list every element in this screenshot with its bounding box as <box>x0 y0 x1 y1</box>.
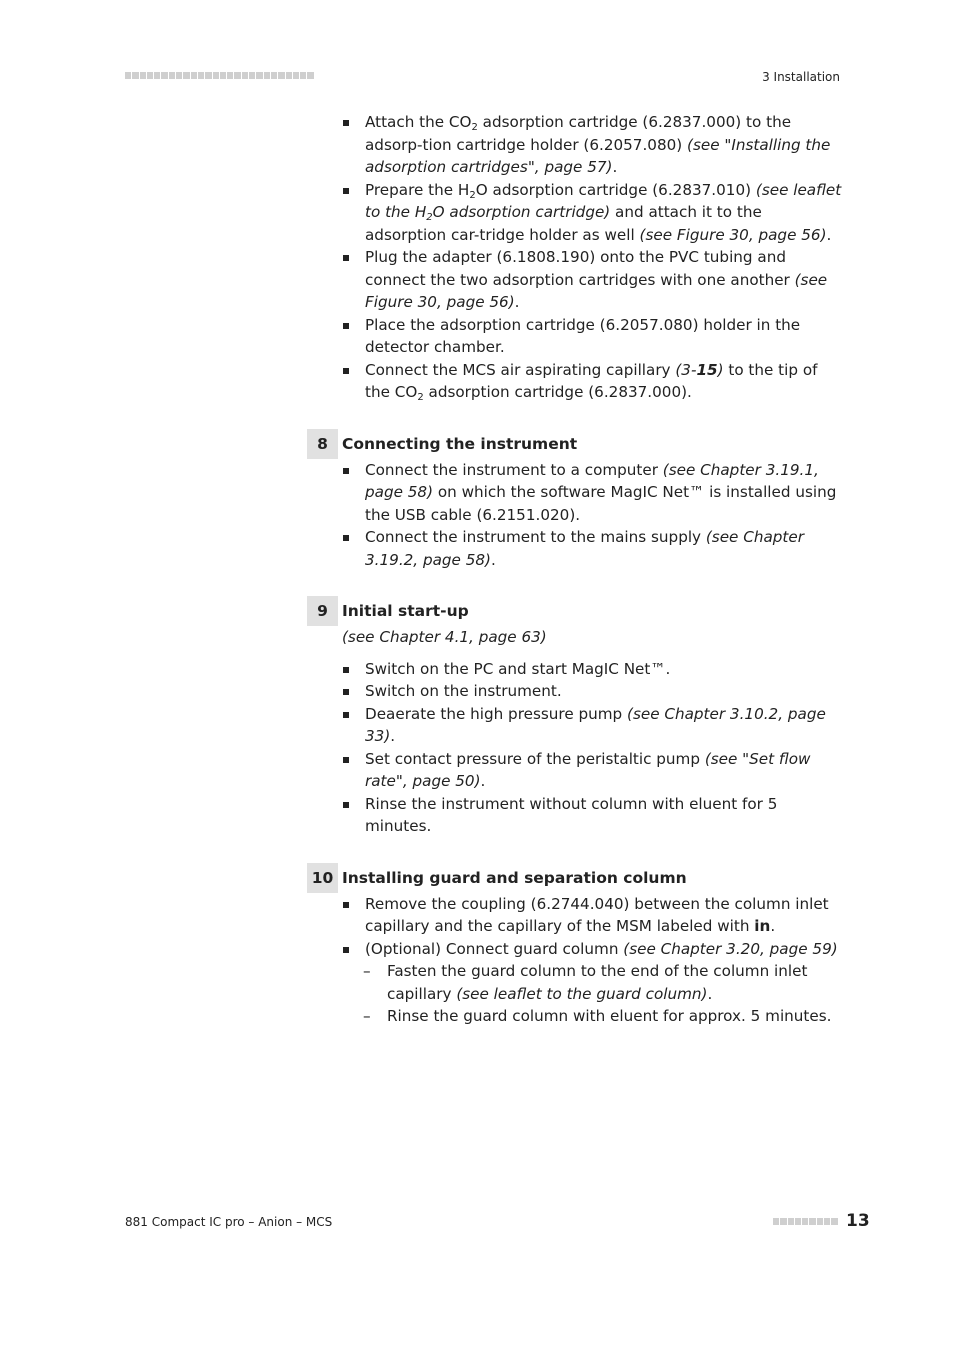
figure-reference-link[interactable]: (3-15) <box>675 360 724 379</box>
step-title: Installing guard and separation column <box>342 868 687 887</box>
cross-reference-link[interactable]: (see "Set flow rate", page 50) <box>365 749 811 790</box>
list-item: Connect the instrument to a computer (see Chapter 3.19.1, page 58) on which the software MagIC Net™ is installed using the USB cable (6.2151.020). <box>342 459 842 527</box>
step-title: Initial start-up <box>342 602 469 620</box>
list-item: Connect the instrument to the mains supply (see Chapter 3.19.2, page 58). <box>342 526 842 571</box>
cross-reference-link[interactable]: (see Chapter 4.1, page 63) <box>342 628 547 646</box>
sub-list-item: – Fasten the guard column to the end of the column inlet capillary (see leaflet to the guard column). <box>342 960 842 1005</box>
cross-reference-link[interactable]: (see Chapter 3.20, page 59) <box>623 939 838 958</box>
cross-reference-link[interactable]: (see Chapter 3.19.2, page 58) <box>365 528 804 569</box>
footer-decoration <box>773 1218 838 1225</box>
list-item: Rinse the instrument without column with eluent for 5 minutes. <box>342 793 842 838</box>
list-item: Remove the coupling (6.2744.040) between the column inlet capillary and the capillary of the MSM labeled with in. <box>342 893 842 938</box>
page-number: 13 <box>846 1211 870 1231</box>
list-item: Switch on the instrument. <box>342 680 842 703</box>
list-item: Switch on the PC and start MagIC Net™. <box>342 658 842 681</box>
step-number: 9 <box>307 596 338 626</box>
step-number: 10 <box>307 863 338 893</box>
list-item: Prepare the $H_2O$ adsorption cartridge (6.2837.010) (see leaflet to the $H_2O$ adsorption cartridge) and attach it to the adsorption car-tridge holder as well (see Figure 30, page 56). <box>342 179 842 247</box>
footer-title: 881 Compact IC pro – Anion – MCS <box>125 1215 333 1229</box>
cross-reference-link[interactable]: (see Chapter 3.10.2, page 33) <box>365 704 826 745</box>
cross-reference-link[interactable]: (see "Installing the adsorption cartridges", page 57) <box>365 135 831 176</box>
list-item: (Optional) Connect guard column (see Chapter 3.20, page 59) <box>342 938 842 961</box>
step-8 <box>317 432 842 572</box>
list-item: Plug the adapter (6.1808.190) onto the PVC tubing and connect the two adsorption cartridges with one another (see Figure 30, page 56). <box>342 246 842 314</box>
list-item: Attach the $CO_2$ adsorption cartridge (6.2837.000) to the adsorp-tion cartridge holder (6.2057.080) (see "Installing the adsorption cartridges", page 57). <box>342 111 842 179</box>
sub-list-item: – Rinse the guard column with eluent for approx. 5 minutes. <box>342 1005 842 1028</box>
list-item: Connect the MCS air aspirating capillary (3-15) to the tip of the $CO_2$ adsorption cartridge (6.2837.000). <box>342 359 842 404</box>
step-list <box>342 658 842 838</box>
cross-reference-link[interactable]: (see leaflet to the $H_2O$ adsorption cartridge) <box>365 180 842 223</box>
page-content <box>311 111 842 1028</box>
step-10 <box>311 866 842 1028</box>
cross-reference-link[interactable]: (see leaflet to the guard column) <box>456 984 708 1003</box>
cross-reference-link[interactable]: (see Figure 30, page 56) <box>365 270 828 311</box>
sub-step-list <box>342 960 842 1028</box>
step-list <box>342 459 842 572</box>
header-decoration <box>125 72 314 80</box>
list-item: Deaerate the high pressure pump (see Chapter 3.10.2, page 33). <box>342 703 842 748</box>
cross-reference-link[interactable]: (see Chapter 3.19.1, page 58) <box>365 460 819 501</box>
step-list <box>342 893 842 961</box>
step-number: 8 <box>307 429 338 459</box>
step-title: Connecting the instrument <box>342 434 578 453</box>
cross-reference-link[interactable]: (see Figure 30, page 56) <box>639 225 827 244</box>
step-9 <box>317 599 842 838</box>
intro-list <box>342 111 842 404</box>
header-chapter: 3 Installation <box>762 70 840 84</box>
list-item: Place the adsorption cartridge (6.2057.080) holder in the detector chamber. <box>342 314 842 359</box>
list-item: Set contact pressure of the peristaltic pump (see "Set flow rate", page 50). <box>342 748 842 793</box>
